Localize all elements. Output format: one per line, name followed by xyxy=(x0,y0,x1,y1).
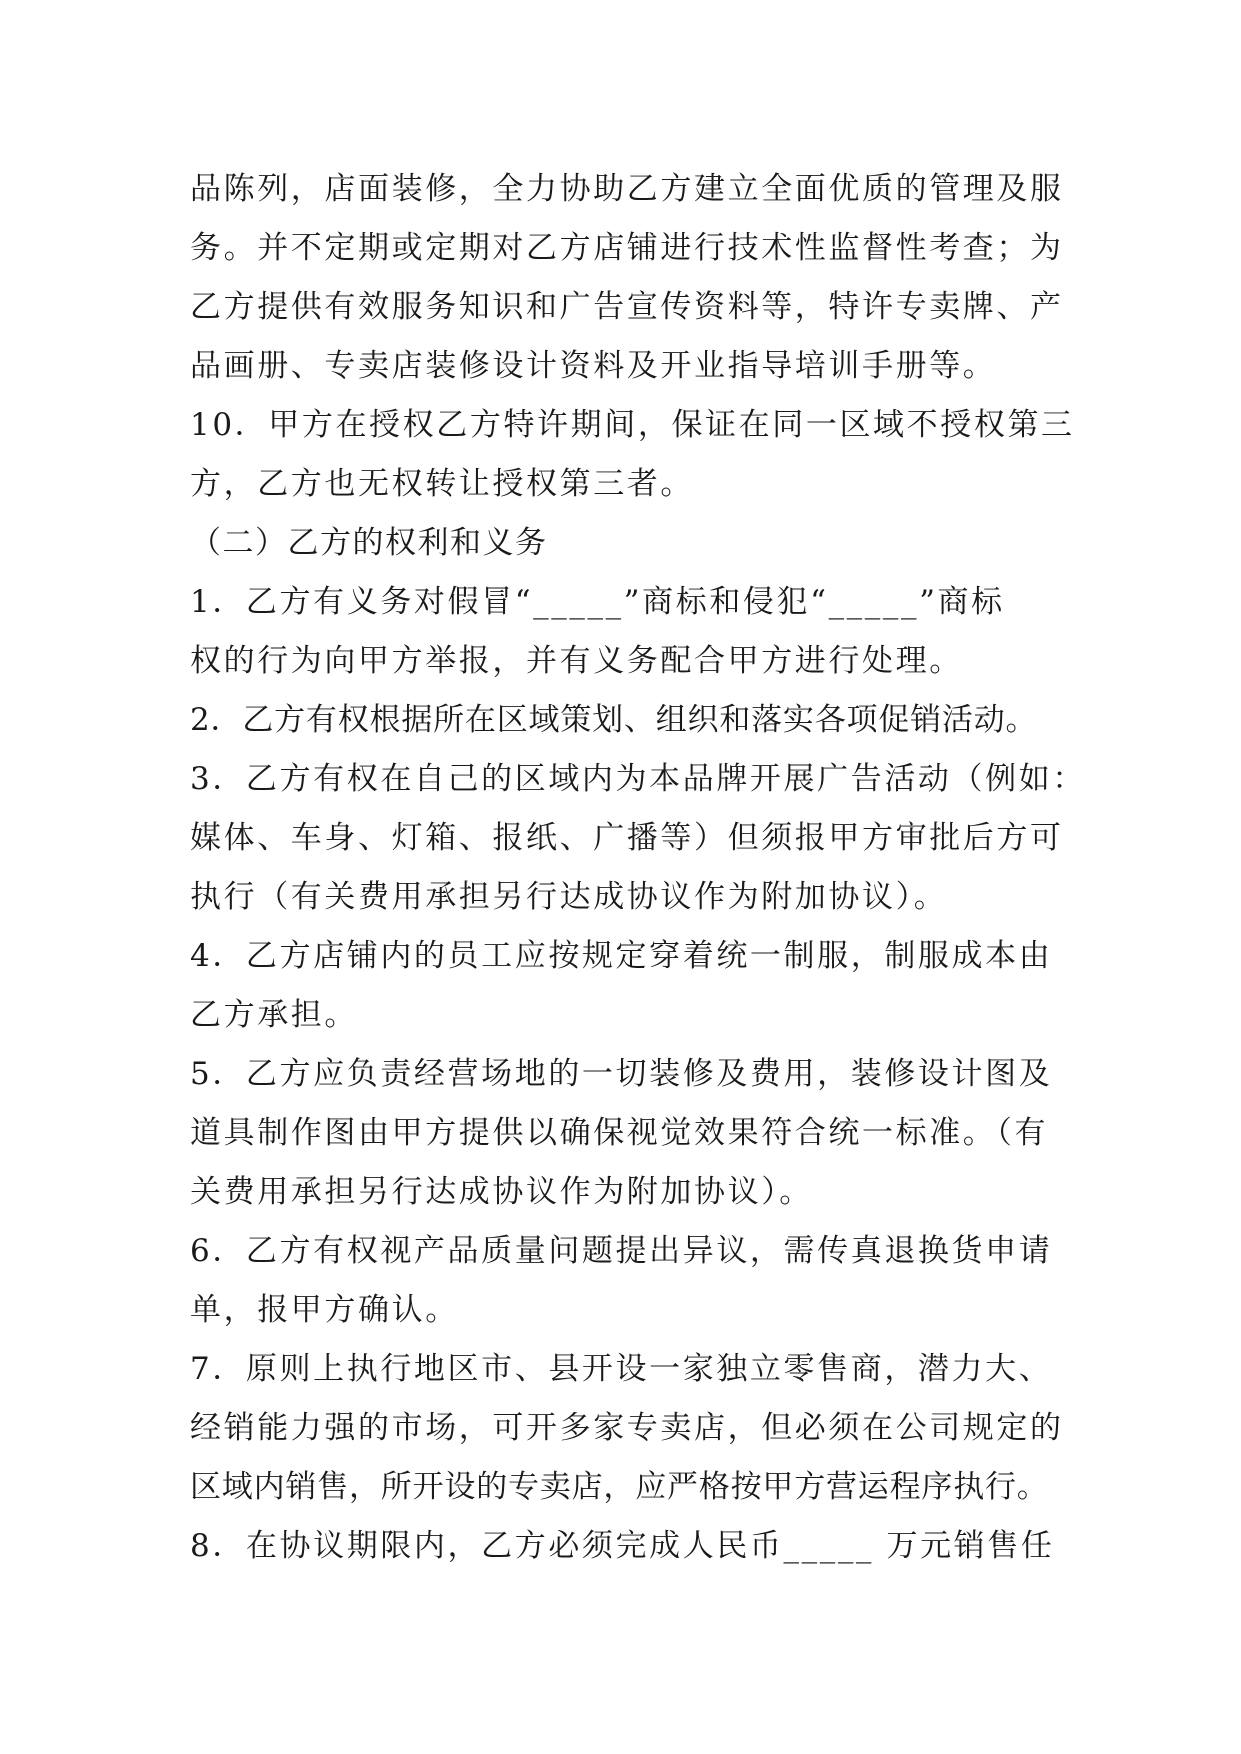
document-body xyxy=(190,160,1090,1576)
clause-7-line-2: 经销能力强的市场，可开多家专卖店，但必须在公司规定的 xyxy=(190,1410,1064,1446)
clause-1-line-2: 权的行为向甲方举报，并有义务配合甲方进行处理。 xyxy=(190,643,963,679)
clause-5-line-3: 关费用承担另行达成协议作为附加协议）。 xyxy=(190,1174,813,1210)
clause-3-line-1: 3．乙方有权在自己的区域内为本品牌开展广告活动（例如： xyxy=(190,761,1086,797)
clause-3-line-2: 媒体、车身、灯箱、报纸、广播等）但须报甲方审批后方可 xyxy=(190,820,1064,856)
clause-4-line-2: 乙方承担。 xyxy=(190,997,358,1033)
clause-6-line-2: 单，报甲方确认。 xyxy=(190,1292,459,1328)
text-line-2: 务。并不定期或定期对乙方店铺进行技术性监督性考查；为 xyxy=(190,230,1064,266)
text-line-3: 乙方提供有效服务知识和广告宣传资料等，特许专卖牌、产 xyxy=(190,289,1064,325)
clause-3-line-3: 执行（有关费用承担另行达成协议作为附加协议）。 xyxy=(190,879,948,915)
clause-10-line-1: 10．甲方在授权乙方特许期间，保证在同一区域不授权第三 xyxy=(190,407,1075,443)
clause-5-line-2: 道具制作图由甲方提供以确保视觉效果符合统一标准。（有 xyxy=(190,1115,1049,1151)
clause-7-line-3: 区域内销售，所开设的专卖店，应严格按甲方营运程序执行。 xyxy=(190,1469,1049,1505)
clause-7-line-1: 7．原则上执行地区市、县开设一家独立零售商，潜力大、 xyxy=(190,1351,1053,1387)
clause-10-line-2: 方，乙方也无权转让授权第三者。 xyxy=(190,466,694,502)
text-line-4: 品画册、专卖店装修设计资料及开业指导培训手册等。 xyxy=(190,348,997,384)
text-line-1: 品陈列，店面装修，全力协助乙方建立全面优质的管理及服 xyxy=(190,171,1064,207)
clause-1-line-1: 1．乙方有义务对假冒“_____”商标和侵犯“_____”商标 xyxy=(190,584,1005,620)
clause-4-line-1: 4．乙方店铺内的员工应按规定穿着统一制服，制服成本由 xyxy=(190,938,1053,974)
clause-8-line-1: 8．在协议期限内，乙方必须完成人民币_____ 万元销售任 xyxy=(190,1528,1055,1564)
clause-5-line-1: 5．乙方应负责经营场地的一切装修及费用，装修设计图及 xyxy=(190,1056,1053,1092)
clause-2-line-1: 2．乙方有权根据所在区域策划、组织和落实各项促销活动。 xyxy=(190,702,1038,738)
clause-6-line-1: 6．乙方有权视产品质量问题提出异议，需传真退换货申请 xyxy=(190,1233,1053,1269)
section-heading: （二）乙方的权利和义务 xyxy=(190,525,548,561)
